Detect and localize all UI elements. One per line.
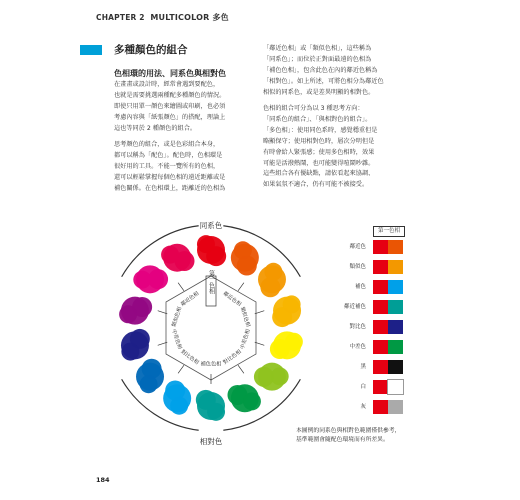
legend-row bbox=[322, 279, 422, 295]
ring-label: 對比色相 bbox=[179, 348, 200, 367]
text-line: 很好用的工具。不能一覽所有的色相， bbox=[114, 162, 220, 170]
legend-swatch bbox=[373, 240, 388, 254]
top-group-label: 同系色 bbox=[199, 221, 223, 230]
legend-header: 第一色相 bbox=[373, 226, 405, 237]
legend-row bbox=[322, 399, 422, 415]
selected-hue-label: 第一色相 bbox=[207, 270, 215, 294]
subsection-title: 色相環的用法、同系色與相對色 bbox=[114, 69, 226, 78]
legend-row bbox=[322, 319, 422, 335]
hue-circle bbox=[283, 295, 301, 313]
ring-label: 類似色相 bbox=[171, 306, 184, 328]
hue-circle bbox=[243, 392, 261, 410]
hue-circle bbox=[197, 235, 215, 253]
ring-label: 類似色相 bbox=[238, 306, 251, 328]
hue-circles bbox=[119, 235, 303, 421]
text-line: 略顯保守；使用相對色時，層次分明但是 bbox=[263, 137, 375, 145]
legend-row bbox=[322, 359, 422, 375]
hue-circle bbox=[260, 277, 280, 297]
bottom-group-label: 相對色 bbox=[199, 437, 223, 446]
legend-label: 黑 bbox=[360, 364, 366, 370]
text-line: 「多色相」：使用同色系時，感覺穩重但是 bbox=[263, 126, 378, 134]
legend-label: 中差色 bbox=[349, 344, 366, 350]
legend-label: 灰 bbox=[360, 404, 366, 410]
hue-circle bbox=[133, 271, 151, 289]
text-line: 補色關係。在色相環上，距離近的色相為 bbox=[114, 184, 226, 192]
text-line: 這些組合各有優缺點，請依看起來協調、 bbox=[263, 170, 375, 178]
legend-label: 類似色 bbox=[349, 264, 366, 270]
section-title: 多種顏色的組合 bbox=[114, 44, 188, 56]
text-line: 都可以稱為「配色」。配色時，色相環是 bbox=[114, 151, 223, 159]
left-paragraph-1 bbox=[114, 80, 225, 135]
legend-row bbox=[322, 259, 422, 275]
legend-swatch bbox=[373, 380, 388, 394]
ring-label: 補色色相 bbox=[200, 361, 222, 368]
ring-pointer bbox=[238, 365, 244, 373]
text-line: 思考顏色的組合，或是色彩組合本身， bbox=[114, 141, 220, 148]
text-line: 這也等同於 2 種顏色的組合。 bbox=[114, 124, 197, 132]
ring-labels bbox=[158, 269, 265, 384]
legend-swatch bbox=[373, 340, 388, 354]
hue-circle bbox=[207, 403, 225, 421]
ring-label: 對比色相 bbox=[222, 348, 243, 367]
caption-line: 本圖例的同系色與相對色範圍僅供參考， bbox=[296, 428, 401, 434]
text-line: 「補色色相」，包含此色在內的鄰近色稱為 bbox=[263, 66, 378, 74]
figure-caption bbox=[296, 427, 400, 444]
legend-swatch bbox=[388, 300, 403, 314]
legend-swatch bbox=[388, 380, 403, 394]
hue-circle bbox=[285, 333, 303, 351]
right-paragraph-2 bbox=[263, 104, 377, 191]
hue-circle bbox=[170, 397, 188, 415]
page-number: 184 bbox=[96, 476, 110, 484]
ring-pointer bbox=[178, 365, 184, 373]
text-line: 如果氣氛不適合，仍有可能不被接受。 bbox=[263, 181, 369, 189]
legend-row bbox=[322, 239, 422, 255]
caption-line: 基準範圍會隨配色環境而有所差異。 bbox=[296, 436, 389, 443]
legend-label: 補色 bbox=[354, 284, 366, 290]
color-wheel-diagram bbox=[96, 212, 326, 447]
text-line: 相似的同系色，或是差異明顯的相對色。 bbox=[263, 88, 375, 96]
hue-circle bbox=[119, 305, 137, 323]
ring-label: 鄰近色相 bbox=[179, 290, 201, 308]
legend-label: 鄰近色 bbox=[349, 244, 366, 250]
chapter-header bbox=[96, 12, 229, 23]
hue-circle bbox=[264, 263, 282, 281]
legend-swatch bbox=[388, 360, 403, 374]
text-line: 考慮內容與「紙張顏色」的搭配，理論上 bbox=[114, 113, 226, 121]
text-line: 色相的組合可分為以 3 種思考方向： bbox=[263, 105, 364, 112]
section-marker bbox=[80, 45, 102, 55]
text-line: 「鄰近色相」或「類似色相」，這些稱為 bbox=[263, 45, 372, 52]
legend-swatch bbox=[373, 360, 388, 374]
legend-swatch bbox=[388, 280, 403, 294]
chapter-title: MULTICOLOR 多色 bbox=[150, 13, 229, 22]
legend-swatch bbox=[388, 340, 403, 354]
text-line: 還可以輕鬆掌握每個色相的遠近距離或是 bbox=[114, 173, 226, 181]
legend-swatch bbox=[373, 300, 388, 314]
legend-swatch bbox=[388, 260, 403, 274]
legend-row bbox=[322, 379, 422, 395]
chapter-number: CHAPTER 2 bbox=[96, 13, 145, 22]
hue-circle bbox=[121, 343, 139, 361]
hue-circle bbox=[142, 359, 162, 379]
ring-pointer bbox=[238, 283, 244, 291]
text-line: 即使只用單一顏色來繪圖或印刷，也必須 bbox=[114, 102, 226, 110]
legend-swatch bbox=[388, 240, 403, 254]
ring-label: 中差色相 bbox=[239, 328, 252, 351]
text-line: 「相對色」。如上所述，可將色相分為鄰近色 bbox=[263, 77, 384, 85]
hue-circle bbox=[271, 367, 289, 385]
hue-circle bbox=[234, 241, 252, 259]
hue-circle bbox=[161, 246, 179, 264]
text-line: 「同系色」；而位於正對面最遠的色相為 bbox=[263, 55, 372, 63]
legend-swatch bbox=[373, 320, 388, 334]
text-line: 在畫畫或設計時，經常會遇到要配色， bbox=[114, 81, 220, 88]
ring-label: 鄰近色相 bbox=[221, 290, 243, 308]
text-line: 也就是需要挑選兩種配多種顏色的情況。 bbox=[114, 91, 226, 99]
text-line: 「同系色的組合」、「與相對色的組合」。 bbox=[263, 115, 372, 123]
text-line: 可能是活潑熱鬧，也可能變得喧鬧吵雜。 bbox=[263, 159, 375, 167]
legend-swatch bbox=[373, 280, 388, 294]
legend-swatch bbox=[373, 260, 388, 274]
legend-label: 鄰近補色 bbox=[343, 304, 366, 310]
legend-label: 對比色 bbox=[349, 324, 366, 330]
hue-circle bbox=[140, 375, 158, 393]
legend-row bbox=[322, 339, 422, 355]
legend-swatch bbox=[388, 320, 403, 334]
legend-swatch bbox=[388, 400, 403, 414]
right-paragraph-1 bbox=[263, 44, 384, 99]
legend-label: 白 bbox=[360, 384, 366, 390]
left-paragraph-2 bbox=[114, 140, 225, 195]
text-line: 有時會給人緊張感；使用多色相時，效果 bbox=[263, 148, 375, 156]
legend-row bbox=[322, 299, 422, 315]
legend-swatch bbox=[373, 400, 388, 414]
ring-label: 中差色相 bbox=[170, 328, 183, 351]
ring-pointer bbox=[178, 283, 184, 291]
